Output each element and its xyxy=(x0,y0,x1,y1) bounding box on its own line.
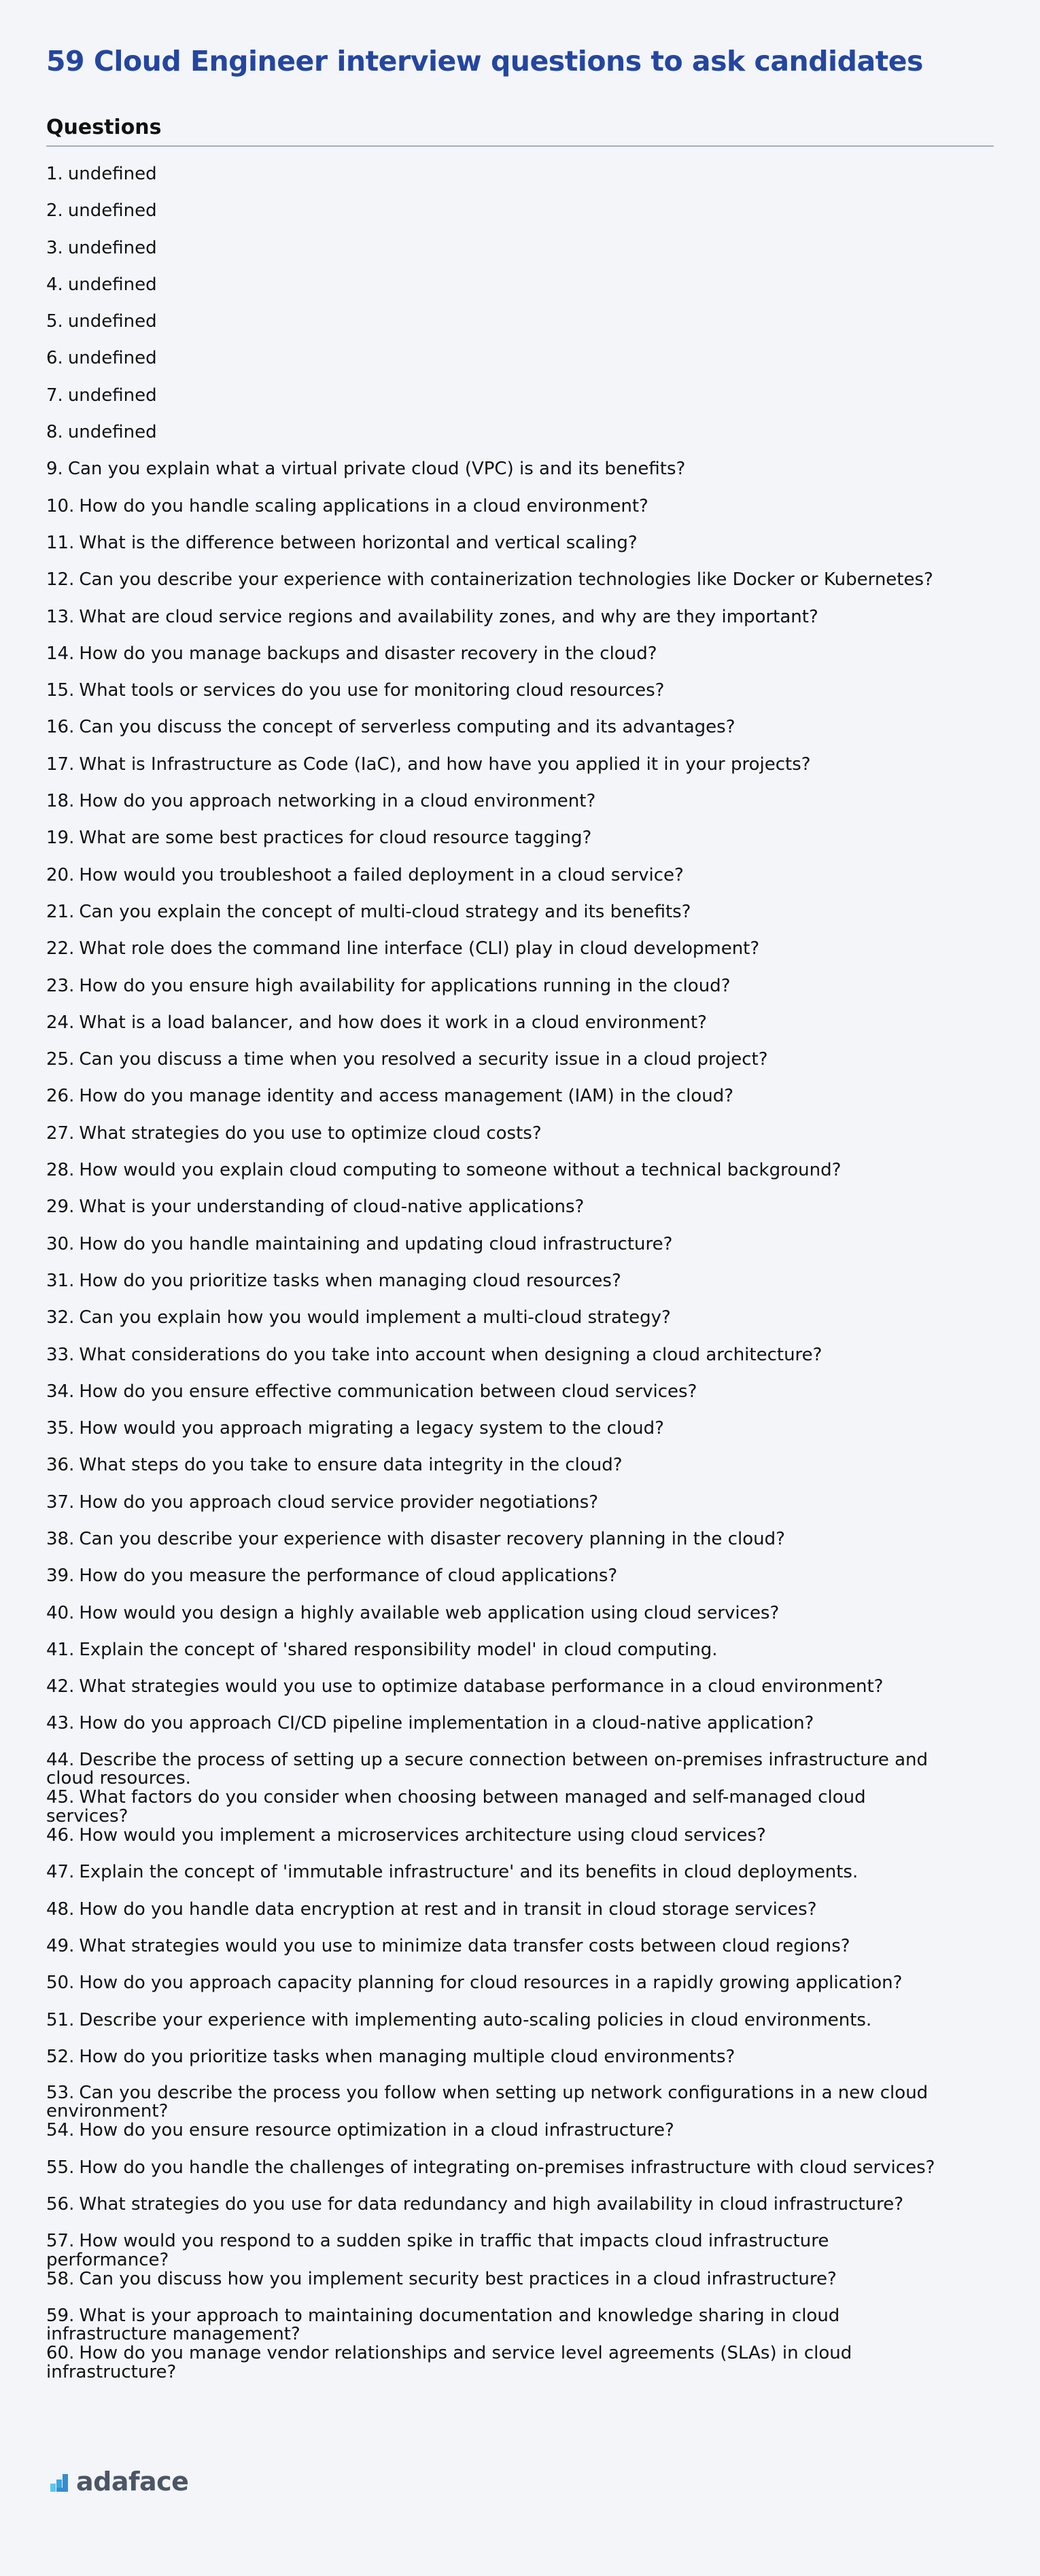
question-item xyxy=(46,533,994,570)
question-text: How do you handle data encryption at rest and in transit in cloud storage services? xyxy=(79,1899,817,1920)
question-text: How do you approach CI/CD pipeline implementation in a cloud-native application? xyxy=(79,1713,814,1734)
question-number: 57. xyxy=(46,2231,75,2252)
question-number: 55. xyxy=(46,2157,75,2178)
question-text: How do you approach networking in a cloud environment? xyxy=(79,791,596,812)
question-number: 1. xyxy=(46,164,63,184)
question-text: What are cloud service regions and availability zones, and why are they important? xyxy=(79,606,818,627)
question-item xyxy=(46,1087,994,1123)
question-text: undefined xyxy=(67,311,157,332)
question-text: What role does the command line interface (CLI) play in cloud development? xyxy=(79,938,760,959)
question-number: 17. xyxy=(46,754,75,775)
question-item xyxy=(46,1677,994,1714)
question-item xyxy=(46,459,994,496)
question-number: 13. xyxy=(46,606,75,627)
question-item xyxy=(46,1161,994,1197)
question-number: 16. xyxy=(46,717,75,738)
question-number: 20. xyxy=(46,864,75,885)
question-text: How do you ensure resource optimization in a cloud infrastructure? xyxy=(79,2120,674,2141)
question-item xyxy=(46,718,994,754)
question-item xyxy=(46,570,994,607)
question-text: undefined xyxy=(67,164,157,184)
question-text: What tools or services do you use for monitoring cloud resources? xyxy=(79,680,665,701)
question-item xyxy=(46,2121,994,2157)
question-text: undefined xyxy=(67,200,157,222)
question-number: 40. xyxy=(46,1602,75,1623)
question-item xyxy=(46,1124,994,1161)
question-number: 27. xyxy=(46,1123,75,1144)
question-text: Can you discuss the concept of serverless computing and its advantages? xyxy=(79,717,735,738)
question-text: undefined xyxy=(67,348,157,369)
question-item xyxy=(46,2047,994,2084)
section-heading: Questions xyxy=(46,114,994,147)
question-number: 45. xyxy=(46,1787,75,1808)
question-text: How would you troubleshoot a failed deployment in a cloud service? xyxy=(79,864,684,885)
question-text: What is your approach to maintaining documentation and knowledge sharing in cloud infrastructure management? xyxy=(46,2305,840,2344)
question-item xyxy=(46,497,994,533)
question-number: 37. xyxy=(46,1492,75,1513)
question-item xyxy=(46,2195,994,2231)
question-item xyxy=(46,607,994,644)
question-item xyxy=(46,1235,994,1271)
question-text: What strategies do you use for data redundancy and high availability in cloud infrastructure? xyxy=(79,2194,903,2215)
question-text: undefined xyxy=(67,237,157,258)
question-item xyxy=(46,349,994,385)
question-text: How would you respond to a sudden spike in traffic that impacts cloud infrastructure performance? xyxy=(46,2231,829,2271)
question-text: Can you explain the concept of multi-cloud strategy and its benefits? xyxy=(79,901,691,922)
question-number: 32. xyxy=(46,1307,75,1328)
question-text: Can you discuss how you implement security best practices in a cloud infrastructure? xyxy=(79,2269,837,2290)
question-number: 48. xyxy=(46,1899,75,1920)
question-number: 25. xyxy=(46,1049,75,1070)
question-number: 59. xyxy=(46,2305,75,2326)
question-text: How would you design a highly available web application using cloud services? xyxy=(79,1602,780,1623)
question-text: Can you describe the process you follow when setting up network configurations in a new cloud environment? xyxy=(46,2083,929,2122)
question-text: undefined xyxy=(67,385,157,406)
question-text: How do you ensure high availability for applications running in the cloud? xyxy=(79,975,731,996)
question-item xyxy=(46,1197,994,1234)
question-number: 49. xyxy=(46,1935,75,1956)
question-number: 42. xyxy=(46,1676,75,1697)
question-number: 46. xyxy=(46,1825,75,1846)
question-item xyxy=(46,275,994,312)
question-item xyxy=(46,2011,994,2047)
question-number: 58. xyxy=(46,2269,75,2290)
question-item xyxy=(46,1382,994,1419)
question-text: How do you handle maintaining and updating cloud infrastructure? xyxy=(79,1233,673,1254)
question-item xyxy=(46,1530,994,1566)
question-text: What considerations do you take into account when designing a cloud architecture? xyxy=(79,1344,822,1365)
question-item xyxy=(46,312,994,349)
question-number: 51. xyxy=(46,2009,75,2030)
question-item xyxy=(46,1455,994,1492)
adaface-logo[interactable] xyxy=(50,2465,188,2498)
question-item xyxy=(46,2084,994,2121)
question-item xyxy=(46,1013,994,1050)
question-text: How would you implement a microservices architecture using cloud services? xyxy=(79,1825,766,1846)
question-text: How would you explain cloud computing to someone without a technical background? xyxy=(79,1160,842,1181)
question-number: 50. xyxy=(46,1973,75,1994)
question-number: 54. xyxy=(46,2120,75,2141)
question-text: What is Infrastructure as Code (IaC), and how have you applied it in your projects? xyxy=(79,754,811,775)
question-number: 26. xyxy=(46,1086,75,1107)
question-number: 41. xyxy=(46,1639,75,1660)
question-number: 14. xyxy=(46,643,75,664)
question-number: 29. xyxy=(46,1197,75,1218)
question-text: Can you describe your experience with containerization technologies like Docker or Kubernetes? xyxy=(79,569,933,590)
question-number: 22. xyxy=(46,938,75,959)
question-item xyxy=(46,1640,994,1677)
question-item xyxy=(46,2270,994,2306)
question-item xyxy=(46,1271,994,1308)
question-text: How do you manage vendor relationships and service level agreements (SLAs) in cloud infrastructure? xyxy=(46,2342,852,2382)
question-item xyxy=(46,1900,994,1937)
question-item xyxy=(46,1751,994,1788)
question-item xyxy=(46,1419,994,1455)
question-item xyxy=(46,1863,994,1899)
question-number: 8. xyxy=(46,422,63,443)
question-number: 47. xyxy=(46,1862,75,1883)
question-item xyxy=(46,201,994,238)
question-text: Can you explain how you would implement a multi-cloud strategy? xyxy=(79,1307,671,1328)
question-number: 9. xyxy=(46,459,63,480)
question-number: 36. xyxy=(46,1455,75,1476)
question-number: 6. xyxy=(46,348,63,369)
question-number: 35. xyxy=(46,1418,75,1439)
question-text: What strategies would you use to optimize database performance in a cloud environment? xyxy=(79,1676,884,1697)
question-item xyxy=(46,681,994,718)
question-text: How do you approach capacity planning for cloud resources in a rapidly growing application? xyxy=(79,1973,903,1994)
question-number: 24. xyxy=(46,1012,75,1033)
question-text: undefined xyxy=(67,274,157,295)
question-item xyxy=(46,423,994,459)
question-item xyxy=(46,976,994,1013)
logo-text: adaface xyxy=(76,2467,189,2496)
question-item xyxy=(46,1493,994,1530)
question-item xyxy=(46,644,994,681)
question-number: 10. xyxy=(46,495,75,516)
question-number: 21. xyxy=(46,901,75,922)
question-number: 7. xyxy=(46,385,63,406)
question-number: 11. xyxy=(46,532,75,553)
question-number: 56. xyxy=(46,2194,75,2215)
question-number: 12. xyxy=(46,569,75,590)
question-text: Explain the concept of 'shared responsibility model' in cloud computing. xyxy=(79,1639,718,1660)
question-item xyxy=(46,2158,994,2195)
question-item xyxy=(46,1308,994,1345)
question-text: How do you manage identity and access management (IAM) in the cloud? xyxy=(79,1086,733,1107)
question-number: 4. xyxy=(46,274,63,295)
question-number: 30. xyxy=(46,1233,75,1254)
question-item xyxy=(46,866,994,902)
question-number: 18. xyxy=(46,791,75,812)
question-text: What strategies would you use to minimize data transfer costs between cloud regions? xyxy=(79,1935,850,1956)
question-item xyxy=(46,2231,994,2270)
question-text: What strategies do you use to optimize cloud costs? xyxy=(79,1123,542,1144)
question-item xyxy=(46,792,994,828)
question-text: What is your understanding of cloud-native applications? xyxy=(79,1197,585,1218)
question-item xyxy=(46,1050,994,1087)
question-item xyxy=(46,1714,994,1750)
question-item xyxy=(46,2307,994,2344)
question-number: 3. xyxy=(46,237,63,258)
question-text: Explain the concept of 'immutable infrastructure' and its benefits in cloud deployments. xyxy=(79,1862,859,1883)
question-text: What is the difference between horizontal and vertical scaling? xyxy=(79,532,638,553)
question-number: 60. xyxy=(46,2342,75,2363)
question-text: How do you approach cloud service provider negotiations? xyxy=(79,1492,599,1513)
question-number: 39. xyxy=(46,1566,75,1587)
question-item xyxy=(46,164,994,201)
question-text: What are some best practices for cloud resource tagging? xyxy=(79,828,592,849)
question-text: How do you handle the challenges of integrating on-premises infrastructure with cloud services? xyxy=(79,2157,935,2178)
question-number: 53. xyxy=(46,2083,75,2104)
question-number: 33. xyxy=(46,1344,75,1365)
question-item xyxy=(46,386,994,423)
question-text: How do you prioritize tasks when managing multiple cloud environments? xyxy=(79,2046,735,2067)
question-number: 2. xyxy=(46,200,63,222)
question-item xyxy=(46,1604,994,1640)
question-item xyxy=(46,2344,994,2382)
question-number: 23. xyxy=(46,975,75,996)
question-number: 31. xyxy=(46,1270,75,1291)
question-text: Can you describe your experience with disaster recovery planning in the cloud? xyxy=(79,1528,785,1549)
question-item xyxy=(46,1788,994,1826)
question-item xyxy=(46,755,994,792)
page-title: 59 Cloud Engineer interview questions to ask candidates xyxy=(46,45,923,77)
question-number: 5. xyxy=(46,311,63,332)
question-text: What steps do you take to ensure data integrity in the cloud? xyxy=(79,1455,623,1476)
question-text: How do you prioritize tasks when managing cloud resources? xyxy=(79,1270,621,1291)
question-item xyxy=(46,1566,994,1603)
question-text: How do you handle scaling applications in a cloud environment? xyxy=(79,495,648,516)
question-item xyxy=(46,239,994,275)
question-text: How do you measure the performance of cloud applications? xyxy=(79,1566,618,1587)
question-item xyxy=(46,902,994,939)
question-number: 38. xyxy=(46,1528,75,1549)
question-text: Can you explain what a virtual private cloud (VPC) is and its benefits? xyxy=(67,459,686,480)
question-item xyxy=(46,1345,994,1382)
question-number: 44. xyxy=(46,1749,75,1770)
question-text: How do you manage backups and disaster recovery in the cloud? xyxy=(79,643,657,664)
question-text: Describe your experience with implementing auto-scaling policies in cloud environments. xyxy=(79,2009,872,2030)
question-item xyxy=(46,1937,994,1973)
question-number: 43. xyxy=(46,1713,75,1734)
question-text: How do you ensure effective communication between cloud services? xyxy=(79,1381,697,1402)
question-item xyxy=(46,1826,994,1863)
question-number: 52. xyxy=(46,2046,75,2067)
question-item xyxy=(46,939,994,976)
question-text: undefined xyxy=(67,422,157,443)
question-text: Can you discuss a time when you resolved a security issue in a cloud project? xyxy=(79,1049,768,1070)
question-item xyxy=(46,828,994,865)
question-number: 28. xyxy=(46,1160,75,1181)
question-number: 34. xyxy=(46,1381,75,1402)
question-number: 15. xyxy=(46,680,75,701)
question-number: 19. xyxy=(46,828,75,849)
adaface-logo-icon xyxy=(50,2471,71,2492)
question-item xyxy=(46,1973,994,2010)
question-text: What factors do you consider when choosing between managed and self-managed cloud services? xyxy=(46,1787,866,1827)
question-text: Describe the process of setting up a secure connection between on-premises infrastructure and cloud resources. xyxy=(46,1749,929,1788)
question-text: What is a load balancer, and how does it work in a cloud environment? xyxy=(79,1012,707,1033)
question-list xyxy=(46,164,994,2382)
question-text: How would you approach migrating a legacy system to the cloud? xyxy=(79,1418,664,1439)
